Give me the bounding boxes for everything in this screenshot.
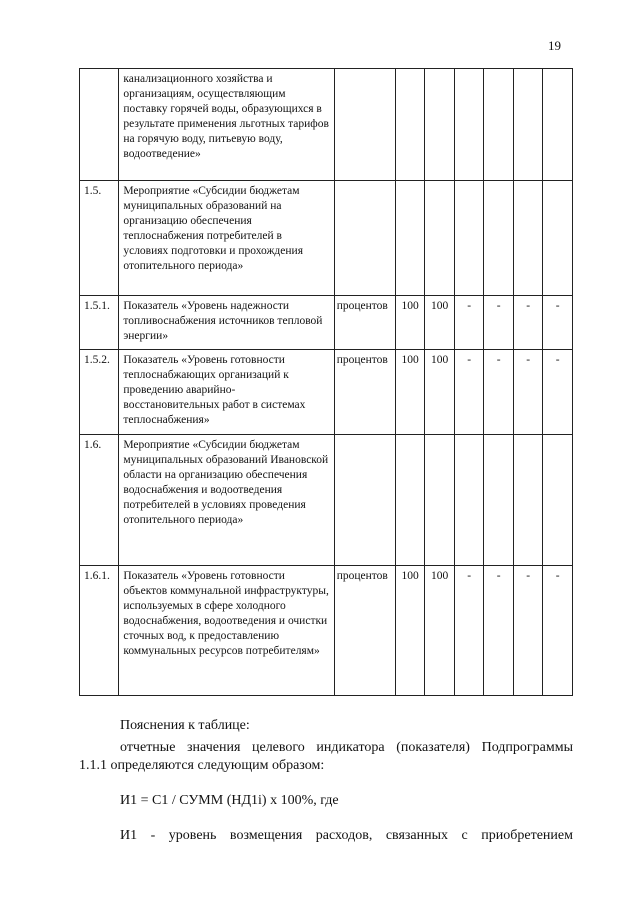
row-value-cell bbox=[513, 69, 543, 181]
row-value-cell bbox=[543, 435, 573, 566]
row-name-cell: Показатель «Уровень готовности объектов коммунальной инфраструктуры, используемых в сфере холодного водоснабжения, водоотведения и очистки сточных вод, к предоставлению коммунальных ресурсов потребителям» bbox=[119, 566, 334, 696]
table-row bbox=[80, 69, 573, 181]
row-value-cell: - bbox=[484, 350, 514, 435]
row-value-cell: 100 bbox=[395, 296, 425, 350]
row-number-cell: 1.5.1. bbox=[80, 296, 119, 350]
row-number-cell: 1.5.2. bbox=[80, 350, 119, 435]
row-name-cell: канализационного хозяйства и организациям, осуществляющим поставку горячей воды, образующихся в результате применения льготных тарифов на горячую воду, питьевую воду, водоотведение» bbox=[119, 69, 334, 181]
row-number-cell bbox=[80, 69, 119, 181]
table-row bbox=[80, 181, 573, 296]
row-value-cell: - bbox=[484, 566, 514, 696]
row-value-cell: - bbox=[454, 566, 484, 696]
row-value-cell bbox=[395, 181, 425, 296]
row-value-cell bbox=[425, 435, 455, 566]
row-value-cell bbox=[454, 69, 484, 181]
row-value-cell bbox=[513, 435, 543, 566]
row-name-cell: Мероприятие «Субсидии бюджетам муниципальных образований Ивановской области на организацию обеспечения водоснабжения и водоотведения потребителей в условиях проведения отопительного периода» bbox=[119, 435, 334, 566]
row-value-cell bbox=[395, 435, 425, 566]
row-value-cell bbox=[513, 181, 543, 296]
row-value-cell: - bbox=[454, 350, 484, 435]
row-unit-cell: процентов bbox=[334, 296, 395, 350]
table-row bbox=[80, 296, 573, 350]
table-row bbox=[80, 435, 573, 566]
row-unit-cell: процентов bbox=[334, 350, 395, 435]
row-value-cell: - bbox=[513, 566, 543, 696]
definition-line: И1 - уровень возмещения расходов, связанных с приобретением bbox=[120, 828, 573, 843]
row-value-cell: 100 bbox=[425, 350, 455, 435]
formula: И1 = С1 / СУММ (НД1i) х 100%, где bbox=[120, 793, 339, 808]
row-value-cell bbox=[484, 435, 514, 566]
row-value-cell bbox=[543, 69, 573, 181]
table-row bbox=[80, 566, 573, 696]
row-value-cell: - bbox=[454, 296, 484, 350]
row-value-cell bbox=[454, 181, 484, 296]
row-value-cell: - bbox=[484, 296, 514, 350]
table-row bbox=[80, 350, 573, 435]
indicators-table bbox=[79, 68, 573, 696]
row-value-cell: 100 bbox=[425, 296, 455, 350]
row-value-cell bbox=[454, 435, 484, 566]
notes-title: Пояснения к таблице: bbox=[120, 718, 250, 733]
row-value-cell: - bbox=[543, 566, 573, 696]
row-value-cell bbox=[395, 69, 425, 181]
row-unit-cell bbox=[334, 435, 395, 566]
row-value-cell bbox=[484, 69, 514, 181]
row-name-cell: Показатель «Уровень надежности топливоснабжения источников тепловой энергии» bbox=[119, 296, 334, 350]
row-unit-cell bbox=[334, 69, 395, 181]
row-value-cell bbox=[543, 181, 573, 296]
row-value-cell bbox=[484, 181, 514, 296]
row-number-cell: 1.6.1. bbox=[80, 566, 119, 696]
row-unit-cell bbox=[334, 181, 395, 296]
page-number: 19 bbox=[548, 38, 561, 53]
row-value-cell: - bbox=[543, 296, 573, 350]
row-value-cell: 100 bbox=[425, 566, 455, 696]
notes-paragraph-line: 1.1.1 определяются следующим образом: bbox=[79, 758, 325, 773]
row-number-cell: 1.5. bbox=[80, 181, 119, 296]
row-value-cell bbox=[425, 181, 455, 296]
row-value-cell: - bbox=[543, 350, 573, 435]
row-value-cell: - bbox=[513, 296, 543, 350]
row-name-cell: Показатель «Уровень готовности теплоснабжающих организаций к проведению аварийно-восстановительных работ в системах теплоснабжения» bbox=[119, 350, 334, 435]
row-value-cell bbox=[425, 69, 455, 181]
notes-paragraph-line: отчетные значения целевого индикатора (показателя) Подпрограммы bbox=[120, 740, 573, 755]
row-unit-cell: процентов bbox=[334, 566, 395, 696]
row-name-cell: Мероприятие «Субсидии бюджетам муниципальных образований на организацию обеспечения теплоснабжения потребителей в условиях подготовки и прохождения отопительного периода» bbox=[119, 181, 334, 296]
row-value-cell: 100 bbox=[395, 350, 425, 435]
row-value-cell: 100 bbox=[395, 566, 425, 696]
row-value-cell: - bbox=[513, 350, 543, 435]
row-number-cell: 1.6. bbox=[80, 435, 119, 566]
